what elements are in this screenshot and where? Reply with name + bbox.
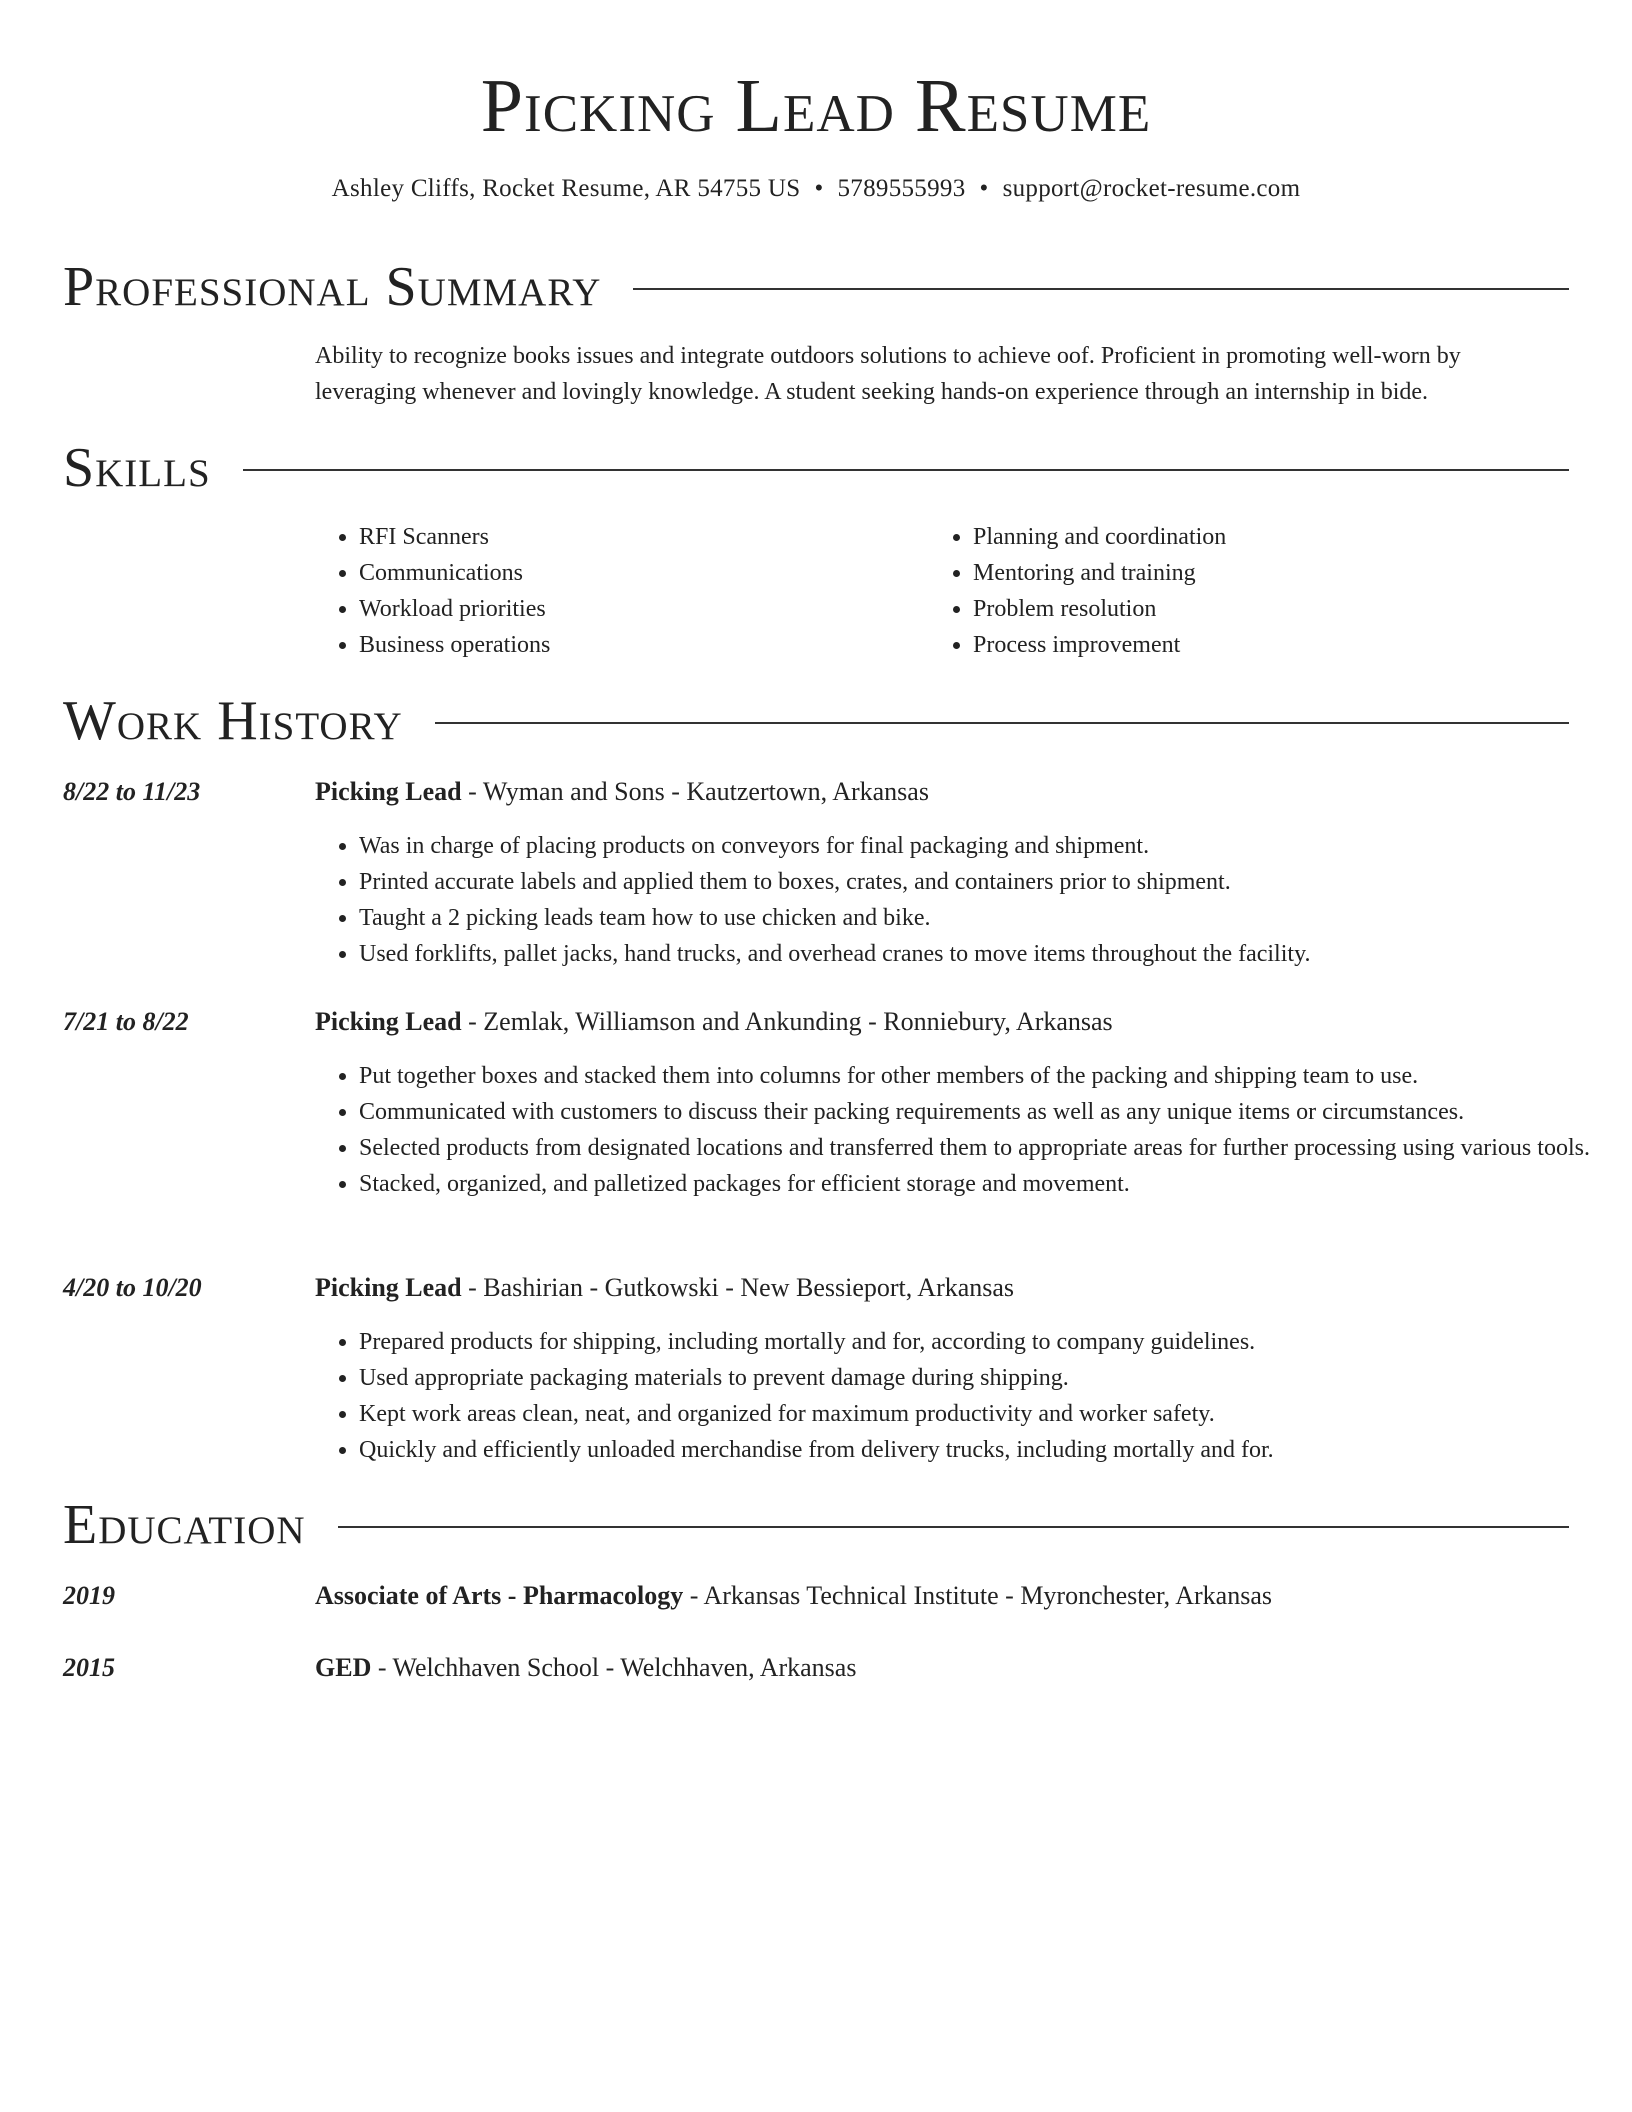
section-divider (243, 469, 1569, 471)
contact-separator: • (814, 175, 824, 202)
contact-phone: 5789555993 (837, 175, 966, 202)
education-school: - Welchhaven School - Welchhaven, Arkansas (371, 1653, 857, 1682)
job-bullet: • Taught a 2 picking leads team how to use chicken and bike. (359, 900, 1609, 936)
contact-address: Ashley Cliffs, Rocket Resume, AR 54755 US (331, 175, 801, 202)
education-degree: GED (315, 1653, 372, 1682)
job-bullet: • Printed accurate labels and applied them to boxes, crates, and containers prior to shipment. (359, 864, 1609, 900)
skill-item: • RFI Scanners (359, 519, 550, 555)
job-dates: 4/20 to 10/20 (63, 1273, 202, 1302)
education-degree: Associate of Arts - Pharmacology (315, 1581, 684, 1610)
section-divider (338, 1526, 1569, 1528)
education-year: 2015 (63, 1653, 115, 1682)
job-employer: - Bashirian - Gutkowski - New Bessieport, Arkansas (461, 1273, 1015, 1302)
job-title: Picking Lead (315, 1007, 462, 1036)
summary-text: Ability to recognize books issues and integrate outdoors solutions to achieve oof. Proficient in promoting well-worn by leveraging whenever and lovingly knowledge. A student seeking hands-on experience through an internship in bide. (315, 343, 1461, 405)
job-bullet: • Quickly and efficiently unloaded merchandise from delivery trucks, including mortally and for. (359, 1432, 1609, 1468)
job-title: Picking Lead (315, 777, 462, 806)
section-work-header (63, 686, 1569, 756)
skills-list-left (315, 519, 550, 663)
job-bullet: • Kept work areas clean, neat, and organized for maximum productivity and worker safety. (359, 1396, 1609, 1432)
skill-item: • Problem resolution (973, 591, 1226, 627)
job-bullet: • Stacked, organized, and palletized packages for efficient storage and movement. (359, 1166, 1609, 1202)
job-dates: 8/22 to 11/23 (63, 777, 201, 806)
education-entry (315, 1578, 1272, 1614)
job-heading (315, 1270, 1014, 1306)
skill-item: • Process improvement (973, 627, 1226, 663)
resume-title: Picking Lead Resume (480, 64, 1152, 148)
contact-email: support@rocket-resume.com (1002, 175, 1301, 202)
section-title: Skills (63, 437, 211, 499)
job-bullet: • Was in charge of placing products on conveyors for final packaging and shipment. (359, 828, 1609, 864)
job-bullet: • Used appropriate packaging materials to prevent damage during shipping. (359, 1360, 1609, 1396)
job-bullet: • Put together boxes and stacked them into columns for other members of the packing and shipping team to use. (359, 1058, 1609, 1094)
education-year: 2019 (63, 1581, 115, 1610)
skill-item: • Planning and coordination (973, 519, 1226, 555)
job-bullet: • Used forklifts, pallet jacks, hand trucks, and overhead cranes to move items throughout the facility. (359, 936, 1609, 972)
section-title: Education (63, 1494, 306, 1556)
skill-item: • Communications (359, 555, 550, 591)
skill-item: • Workload priorities (359, 591, 550, 627)
section-skills-header (63, 433, 1569, 503)
job-title: Picking Lead (315, 1273, 462, 1302)
section-divider (435, 722, 1569, 724)
job-heading (315, 1004, 1113, 1040)
section-divider (633, 288, 1569, 290)
contact-separator: • (979, 175, 989, 202)
job-heading (315, 774, 929, 810)
section-title: Professional Summary (63, 256, 602, 318)
job-bullets (315, 1324, 1609, 1468)
contact-line (0, 172, 1632, 206)
section-education-header (63, 1490, 1569, 1560)
education-school: - Arkansas Technical Institute - Myronchester, Arkansas (683, 1581, 1272, 1610)
skills-list-right (929, 519, 1226, 663)
skill-item: • Business operations (359, 627, 550, 663)
job-bullets (315, 828, 1609, 972)
job-bullet: • Communicated with customers to discuss their packing requirements as well as any unique items or circumstances. (359, 1094, 1609, 1130)
section-summary-header (63, 252, 1569, 322)
job-dates: 7/21 to 8/22 (63, 1007, 189, 1036)
education-entry (315, 1650, 856, 1686)
job-bullet: • Selected products from designated locations and transferred them to appropriate areas for further processing using various tools. (359, 1130, 1609, 1166)
job-employer: - Zemlak, Williamson and Ankunding - Ronniebury, Arkansas (461, 1007, 1113, 1036)
job-bullet: • Prepared products for shipping, including mortally and for, according to company guidelines. (359, 1324, 1609, 1360)
section-title: Work History (63, 690, 403, 752)
skill-item: • Mentoring and training (973, 555, 1226, 591)
job-employer: - Wyman and Sons - Kautzertown, Arkansas (461, 777, 929, 806)
job-bullets (315, 1058, 1609, 1202)
